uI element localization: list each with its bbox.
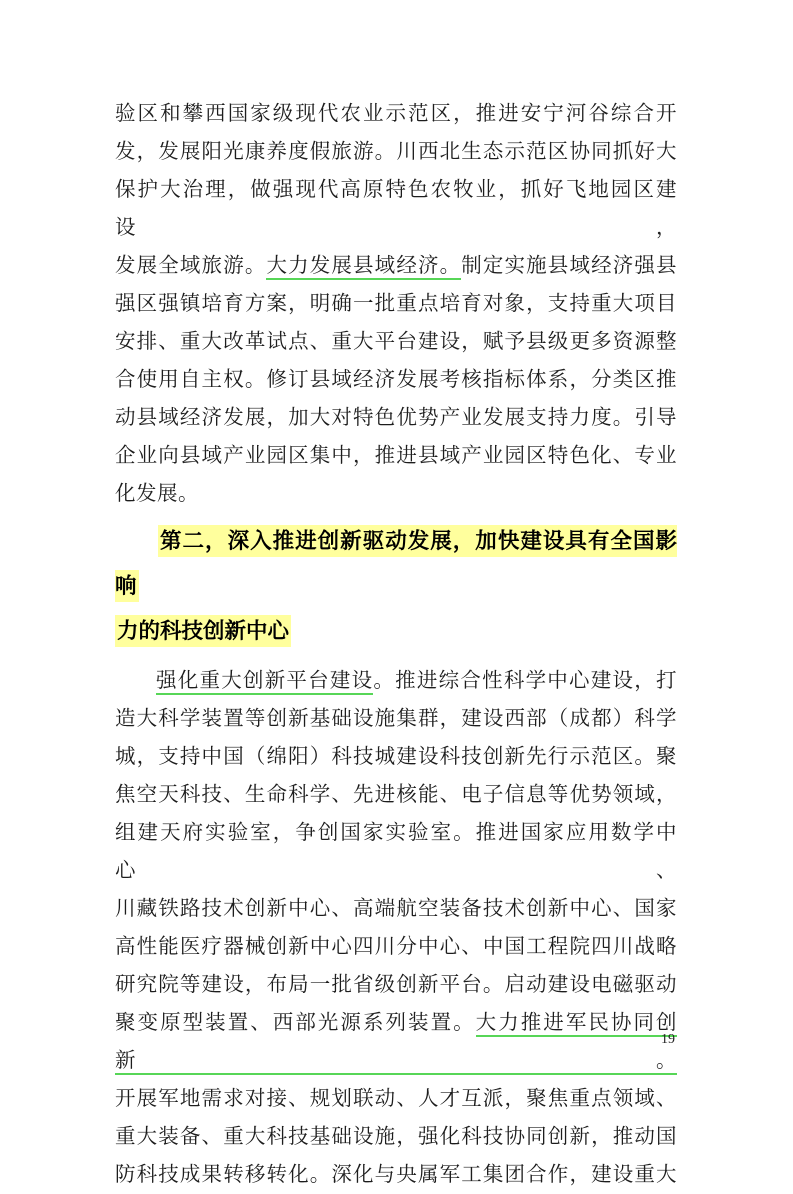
text-line: 安排、重大改革试点、重大平台建设，赋予县级更多资源整 [115,331,677,353]
highlighted-heading-text: 力的科技创新中心 [115,615,291,647]
underlined-phrase-military-civil: 大力推进军民协同创新。 [115,1012,677,1075]
page-number: 19 [661,1032,675,1047]
text-line: 企业向县域产业园区集中，推进县域产业园区特色化、专业 [115,445,677,467]
text-line [115,247,677,285]
text-line: 动县域经济发展，加大对特色优势产业发展支持力度。引导 [115,407,677,429]
heading-line [115,609,677,654]
text-line: 重大装备、重大科技基础设施，强化科技协同创新，推动国 [115,1126,677,1148]
text-line: 保护大治理，做强现代高原特色农牧业，抓好飞地园区建设， [115,179,677,239]
text-line: 高性能医疗器械创新中心四川分中心、中国工程院四川战略 [115,936,677,958]
paragraph-innovation-platforms [115,662,677,1194]
text-line: 验区和攀西国家级现代农业示范区，推进安宁河谷综合开 [115,103,677,125]
text-line: 川藏铁路技术创新中心、高端航空装备技术创新中心、国家 [115,898,677,920]
text-line: 化发展。 [115,483,199,505]
text-line: 防科技成果转移转化。深化与央属军工集团合作，建设重大 [115,1164,677,1186]
text-line: 发，发展阳光康养度假旅游。川西北生态示范区协同抓好大 [115,141,677,163]
text-line: 造大科学装置等创新基础设施集群，建设西部（成都）科学 [115,708,677,730]
text-line: 城，支持中国（绵阳）科技城建设科技创新先行示范区。聚 [115,746,677,768]
text-segment: 。推进综合性科学中心建设，打 [373,670,677,692]
text-line: 合使用自主权。修订县域经济发展考核指标体系，分类区推 [115,369,677,391]
paragraph-county-economy [115,95,677,513]
text-segment: 制定实施县域经济强县 [461,255,678,277]
text-line: 强区强镇培育方案，明确一批重点培育对象，支持重大项目 [115,293,677,315]
underlined-phrase-county-economy: 大力发展县域经济。 [266,255,461,280]
highlighted-heading-text: 第二，深入推进创新驱动发展，加快建设具有全国影响 [115,525,677,602]
section-heading-innovation [115,519,677,654]
text-segment: 发展全域旅游。 [115,255,267,277]
text-line: 研究院等建设，布局一批省级创新平台。启动建设电磁驱动 [115,974,677,996]
text-line: 组建天府实验室，争创国家实验室。推进国家应用数学中心、 [115,822,677,882]
page-content [115,95,677,1194]
text-line [115,662,677,700]
text-line: 焦空天科技、生命科学、先进核能、电子信息等优势领域， [115,784,677,806]
text-segment: 聚变原型装置、西部光源系列装置。 [115,1012,476,1034]
text-line: 开展军地需求对接、规划联动、人才互派，聚焦重点领域、 [115,1088,677,1110]
underlined-phrase-innovation-platform: 强化重大创新平台建设 [156,670,373,695]
heading-line [115,519,677,609]
